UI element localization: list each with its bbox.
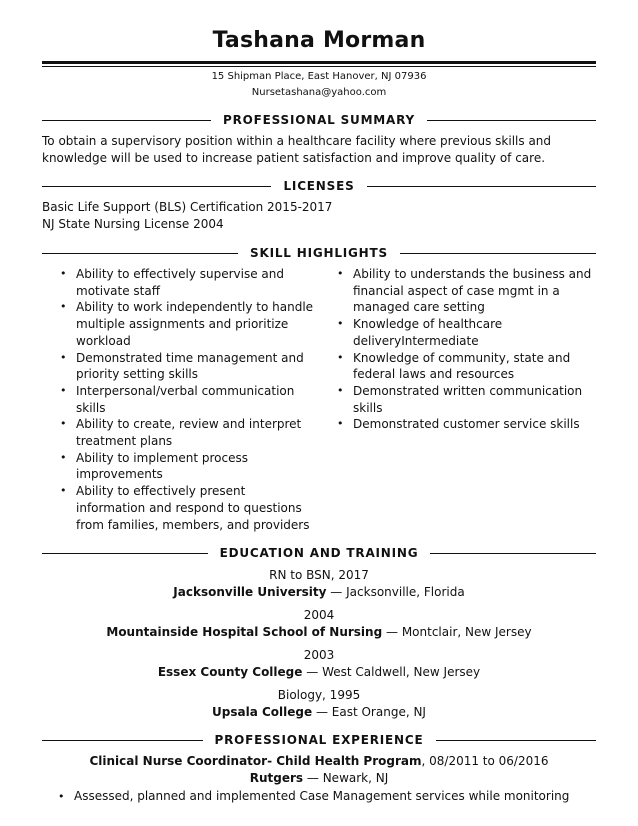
skill-item	[60, 350, 318, 383]
job-title-line	[0, 753, 638, 770]
section-header-experience	[42, 732, 596, 748]
employer: Rutgers	[249, 771, 304, 785]
skill-text: Demonstrated time management and priority setting skills	[76, 350, 304, 382]
bullet-icon: •	[60, 484, 67, 498]
job-title: Clinical Nurse Coordinator- Child Health Program	[89, 754, 422, 768]
education-school: Upsala College	[212, 705, 313, 719]
bullet-icon: •	[60, 450, 67, 464]
education-degree: RN to BSN, 2017	[269, 568, 369, 582]
bullet-icon: •	[60, 383, 67, 397]
skill-text: Ability to effectively supervise and motivate staff	[76, 267, 284, 298]
skill-item	[337, 383, 595, 416]
education-school: Jacksonville University	[173, 585, 327, 599]
skill-text: Knowledge of healthcare deliveryIntermediate	[353, 317, 503, 348]
dash-separator: —	[386, 625, 398, 639]
skill-text: Ability to work independently to handle multiple assignments and prioritize workload	[76, 300, 314, 348]
license-item: Basic Life Support (BLS) Certification 2015-2017	[42, 200, 333, 214]
section-rule-left	[42, 120, 211, 121]
section-rule-right	[427, 120, 596, 121]
section-header-licenses	[42, 178, 596, 194]
skills-list-left	[60, 266, 318, 533]
employer-location: Newark, NJ	[322, 771, 389, 785]
section-title-summary: PROFESSIONAL SUMMARY	[222, 113, 416, 127]
license-item: NJ State Nursing License 2004	[42, 217, 224, 231]
header-rule-thick	[42, 61, 596, 64]
bullet-icon: •	[58, 790, 65, 803]
skills-list-right	[337, 266, 595, 433]
education-school: Essex County College	[157, 665, 303, 679]
education-degree: 2004	[303, 608, 335, 622]
experience-bullet-text: Assessed, planned and implemented Case Management services while monitoring	[74, 789, 570, 803]
section-title-licenses: LICENSES	[283, 179, 355, 193]
skill-text: Ability to effectively present information and respond to questions from families, members, and providers	[76, 484, 310, 532]
education-degree: Biology, 1995	[277, 688, 361, 702]
bullet-icon: •	[337, 383, 344, 397]
bullet-icon: •	[60, 350, 67, 364]
skill-item	[60, 383, 318, 416]
skill-text: Ability to create, review and interpret treatment plans	[76, 417, 302, 449]
skill-item	[337, 316, 595, 349]
section-rule-left	[42, 553, 208, 554]
skill-text: Demonstrated written communication skills	[353, 383, 583, 415]
dash-separator: —	[306, 771, 319, 785]
bullet-icon: •	[337, 417, 344, 431]
bullet-icon: •	[337, 267, 344, 280]
education-school-line	[0, 624, 638, 641]
skill-text: Demonstrated customer service skills	[353, 417, 580, 432]
section-rule-left	[42, 186, 271, 187]
bullet-icon: •	[60, 300, 67, 314]
section-title-education: EDUCATION AND TRAINING	[219, 546, 419, 560]
skill-item	[60, 299, 318, 349]
education-location: Montclair, New Jersey	[401, 625, 532, 639]
education-location: West Caldwell, New Jersey	[322, 665, 481, 679]
skill-item	[60, 450, 318, 483]
candidate-name: Tashana Morman	[212, 28, 426, 53]
section-rule-right	[430, 553, 596, 554]
education-location: East Orange, NJ	[331, 705, 426, 719]
bullet-icon: •	[337, 317, 344, 331]
job-dates: , 08/2011 to 06/2016	[421, 754, 549, 768]
section-rule-right	[367, 186, 596, 187]
bullet-icon: •	[60, 417, 67, 431]
dash-separator: —	[315, 705, 328, 719]
education-degree: 2003	[303, 648, 335, 662]
skill-item	[60, 266, 318, 299]
section-rule-left	[42, 740, 203, 741]
skill-text: Knowledge of community, state and federal laws and resources	[353, 350, 571, 382]
section-header-education	[42, 545, 596, 561]
employer-line	[0, 770, 638, 787]
education-school-line	[0, 704, 638, 721]
section-title-skills: SKILL HIGHLIGHTS	[250, 246, 388, 260]
skill-item	[337, 350, 595, 383]
bullet-icon: •	[60, 267, 67, 280]
education-school-line	[0, 584, 638, 601]
skill-text: Ability to understands the business and financial aspect of case mgmt in a managed care setting	[353, 267, 592, 315]
header-rule-thin	[42, 66, 596, 67]
skill-item	[337, 416, 595, 433]
dash-separator: —	[306, 665, 319, 679]
section-rule-left	[42, 253, 238, 254]
skill-text: Interpersonal/verbal communication skills	[76, 383, 295, 415]
skill-item	[60, 483, 318, 533]
experience-bullet-item	[58, 788, 569, 805]
skill-item	[60, 416, 318, 449]
section-rule-right	[436, 740, 597, 741]
contact-address: 15 Shipman Place, East Hanover, NJ 07936	[211, 71, 427, 82]
summary-text: To obtain a supervisory position within a healthcare facility where previous skills and knowledge will be used to increase patient satisfaction and improve quality of care.	[42, 134, 552, 165]
skill-item	[337, 266, 595, 316]
section-header-summary	[42, 112, 596, 128]
education-location: Jacksonville, Florida	[346, 585, 465, 599]
education-school: Mountainside Hospital School of Nursing	[106, 625, 383, 639]
bullet-icon: •	[337, 350, 344, 364]
skill-text: Ability to implement process improvements	[76, 450, 248, 482]
section-title-experience: PROFESSIONAL EXPERIENCE	[214, 733, 424, 747]
dash-separator: —	[330, 585, 343, 599]
education-school-line	[0, 664, 638, 681]
section-header-skills	[42, 245, 596, 261]
section-rule-right	[400, 253, 596, 254]
contact-email: Nursetashana@yahoo.com	[251, 87, 387, 98]
